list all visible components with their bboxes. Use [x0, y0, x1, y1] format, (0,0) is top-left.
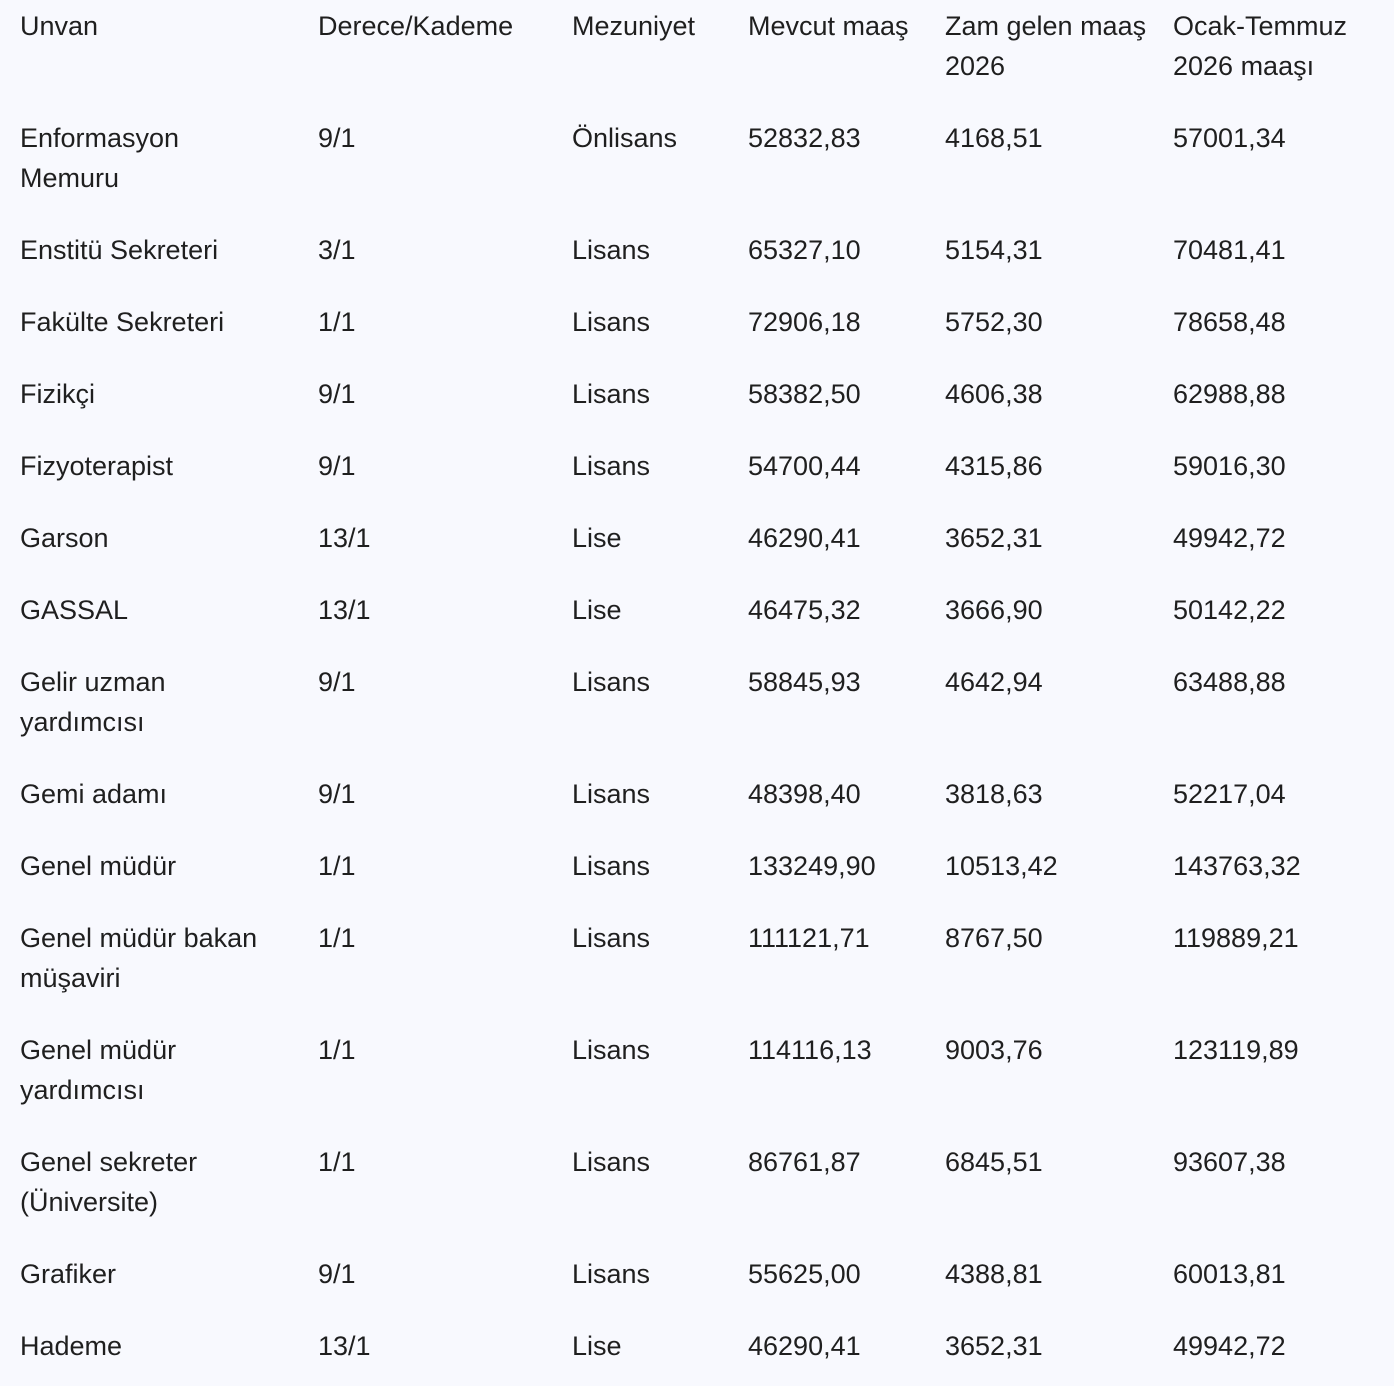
cell-mevcut: 52832,83	[748, 123, 861, 153]
cell-unvan: Hademe	[20, 1331, 123, 1361]
table-row	[0, 1024, 1394, 1136]
cell-ocak: 57001,34	[1173, 123, 1286, 153]
cell-mevcut: 58845,93	[748, 667, 861, 697]
table-row	[0, 768, 1394, 840]
cell-mevcut: 72906,18	[748, 307, 861, 337]
column-header-ocak: Ocak-Temmuz 2026 maaşı	[1173, 11, 1348, 81]
cell-ocak: 123119,89	[1173, 1035, 1299, 1065]
cell-unvan: Fakülte Sekreteri	[20, 307, 225, 337]
cell-ocak: 52217,04	[1173, 779, 1286, 809]
cell-mezuniyet: Lisans	[572, 667, 651, 697]
cell-unvan: GASSAL	[20, 595, 129, 625]
table-row	[0, 112, 1394, 224]
column-header-mezuniyet: Mezuniyet	[572, 11, 696, 41]
cell-zam: 5154,31	[945, 235, 1043, 265]
table-row	[0, 440, 1394, 512]
cell-mevcut: 65327,10	[748, 235, 861, 265]
cell-unvan: Gemi adamı	[20, 779, 168, 809]
cell-mezuniyet: Lisans	[572, 451, 651, 481]
cell-zam: 4606,38	[945, 379, 1043, 409]
cell-zam: 4642,94	[945, 667, 1043, 697]
column-header-zam: Zam gelen maaş 2026	[945, 11, 1147, 81]
cell-ocak: 93607,38	[1173, 1147, 1286, 1177]
cell-derece: 1/1	[318, 1035, 356, 1065]
cell-derece: 9/1	[318, 1259, 356, 1289]
column-header-derece: Derece/Kademe	[318, 11, 514, 41]
cell-derece: 9/1	[318, 451, 356, 481]
cell-unvan: Genel müdür yardımcısı	[20, 1035, 177, 1105]
cell-derece: 9/1	[318, 379, 356, 409]
table-row	[0, 912, 1394, 1024]
table-row	[0, 368, 1394, 440]
cell-mezuniyet: Lisans	[572, 235, 651, 265]
table-row	[0, 296, 1394, 368]
cell-ocak: 143763,32	[1173, 851, 1301, 881]
table-row	[0, 512, 1394, 584]
cell-derece: 1/1	[318, 851, 356, 881]
cell-mevcut: 133249,90	[748, 851, 876, 881]
cell-mezuniyet: Lisans	[572, 779, 651, 809]
cell-derece: 1/1	[318, 1147, 356, 1177]
cell-ocak: 59016,30	[1173, 451, 1286, 481]
cell-ocak: 49942,72	[1173, 523, 1286, 553]
cell-ocak: 63488,88	[1173, 667, 1286, 697]
cell-zam: 3818,63	[945, 779, 1043, 809]
cell-mezuniyet: Lisans	[572, 1035, 651, 1065]
cell-zam: 8767,50	[945, 923, 1043, 953]
cell-mevcut: 58382,50	[748, 379, 861, 409]
cell-unvan: Genel müdür bakan müşaviri	[20, 923, 258, 993]
cell-zam: 9003,76	[945, 1035, 1043, 1065]
cell-mezuniyet: Lise	[572, 523, 622, 553]
cell-zam: 5752,30	[945, 307, 1043, 337]
cell-ocak: 119889,21	[1173, 923, 1299, 953]
cell-mevcut: 46290,41	[748, 523, 861, 553]
table-row	[0, 1136, 1394, 1248]
column-header-unvan: Unvan	[20, 11, 99, 41]
cell-zam: 4168,51	[945, 123, 1043, 153]
cell-mevcut: 55625,00	[748, 1259, 861, 1289]
cell-unvan: Fizikçi	[20, 379, 95, 409]
cell-derece: 9/1	[318, 667, 356, 697]
cell-mezuniyet: Lisans	[572, 851, 651, 881]
cell-ocak: 60013,81	[1173, 1259, 1286, 1289]
cell-zam: 3666,90	[945, 595, 1043, 625]
cell-unvan: Gelir uzman yardımcısı	[20, 667, 166, 737]
cell-unvan: Genel sekreter (Üniversite)	[20, 1147, 198, 1217]
cell-mevcut: 48398,40	[748, 779, 861, 809]
cell-derece: 13/1	[318, 1331, 371, 1361]
cell-derece: 1/1	[318, 923, 356, 953]
cell-unvan: Enformasyon Memuru	[20, 123, 180, 193]
cell-unvan: Genel müdür	[20, 851, 177, 881]
cell-mezuniyet: Lisans	[572, 1259, 651, 1289]
cell-ocak: 49942,72	[1173, 1331, 1286, 1361]
cell-derece: 13/1	[318, 523, 371, 553]
cell-mezuniyet: Lisans	[572, 923, 651, 953]
cell-mevcut: 111121,71	[748, 923, 870, 953]
cell-zam: 6845,51	[945, 1147, 1043, 1177]
cell-mezuniyet: Lise	[572, 595, 622, 625]
cell-mezuniyet: Lisans	[572, 379, 651, 409]
cell-derece: 9/1	[318, 123, 356, 153]
cell-zam: 3652,31	[945, 1331, 1043, 1361]
cell-unvan: Grafiker	[20, 1259, 117, 1289]
table-row	[0, 1320, 1394, 1386]
cell-mezuniyet: Lisans	[572, 1147, 651, 1177]
cell-derece: 9/1	[318, 779, 356, 809]
cell-zam: 4388,81	[945, 1259, 1043, 1289]
cell-ocak: 70481,41	[1173, 235, 1286, 265]
cell-mezuniyet: Lise	[572, 1331, 622, 1361]
table-row	[0, 224, 1394, 296]
cell-derece: 13/1	[318, 595, 371, 625]
cell-mevcut: 46475,32	[748, 595, 861, 625]
cell-zam: 4315,86	[945, 451, 1043, 481]
cell-zam: 10513,42	[945, 851, 1058, 881]
cell-mevcut: 114116,13	[748, 1035, 872, 1065]
table-row	[0, 1248, 1394, 1320]
cell-mevcut: 46290,41	[748, 1331, 861, 1361]
cell-ocak: 62988,88	[1173, 379, 1286, 409]
cell-ocak: 50142,22	[1173, 595, 1286, 625]
cell-mezuniyet: Lisans	[572, 307, 651, 337]
table-row	[0, 840, 1394, 912]
cell-ocak: 78658,48	[1173, 307, 1286, 337]
cell-unvan: Garson	[20, 523, 109, 553]
cell-derece: 1/1	[318, 307, 356, 337]
table-row	[0, 656, 1394, 768]
cell-unvan: Fizyoterapist	[20, 451, 174, 481]
cell-zam: 3652,31	[945, 523, 1043, 553]
cell-mevcut: 86761,87	[748, 1147, 861, 1177]
cell-derece: 3/1	[318, 235, 356, 265]
table-header	[0, 0, 1394, 112]
cell-unvan: Enstitü Sekreteri	[20, 235, 219, 265]
table-row	[0, 584, 1394, 656]
cell-mevcut: 54700,44	[748, 451, 861, 481]
cell-mezuniyet: Önlisans	[572, 123, 678, 153]
column-header-mevcut: Mevcut maaş	[748, 11, 909, 41]
